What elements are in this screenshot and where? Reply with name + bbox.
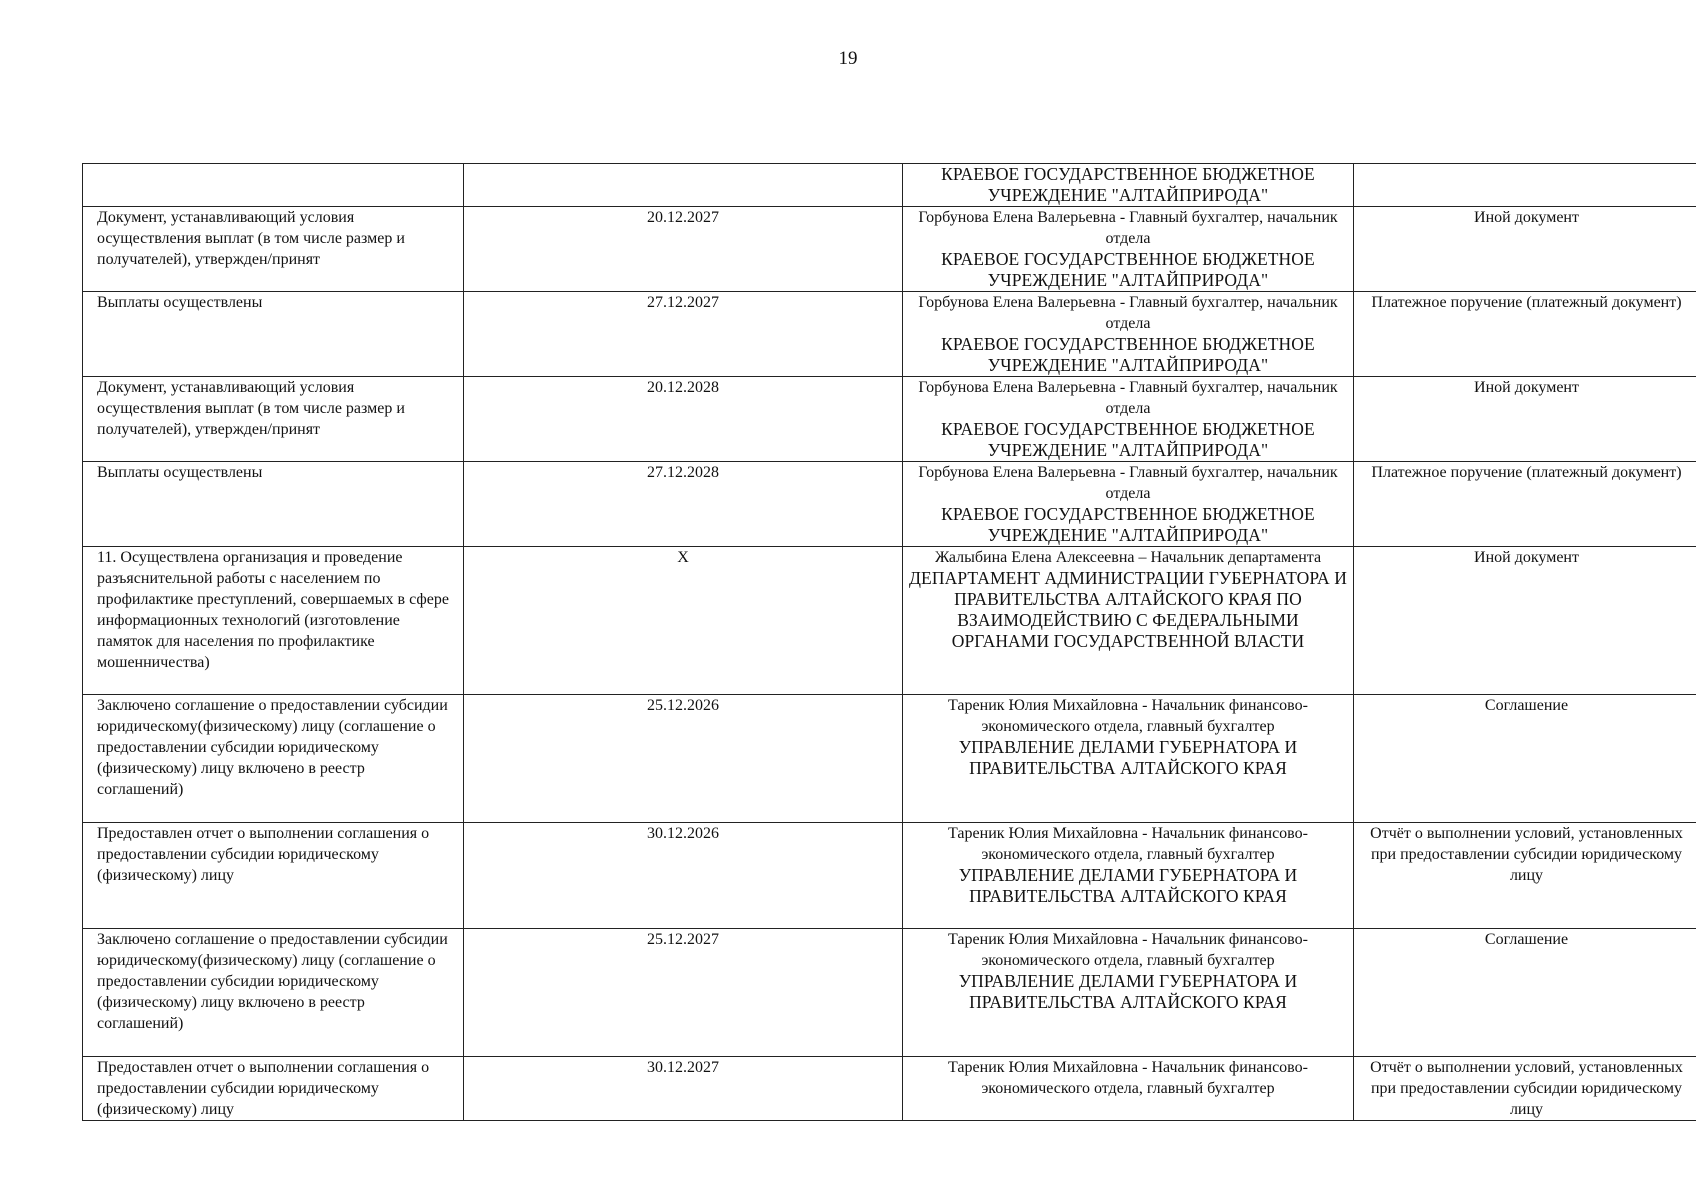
responsible-org: УПРАВЛЕНИЕ ДЕЛАМИ ГУБЕРНАТОРА И ПРАВИТЕЛЬСТВА АЛТАЙСКОГО КРАЯ [958,865,1298,906]
responsible-cell [903,462,1354,547]
responsible-org: ДЕПАРТАМЕНТ АДМИНИСТРАЦИИ ГУБЕРНАТОРА И ПРАВИТЕЛЬСТВА АЛТАЙСКОГО КРАЯ ПО ВЗАИМОДЕЙСТВИЮ С ФЕДЕРАЛЬНЫМИ ОРГАНАМИ ГОСУДАРСТВЕННОЙ ВЛАСТИ [909,568,1347,651]
document-type-cell: Иной документ [1354,547,1696,695]
responsible-cell [903,547,1354,695]
responsible-cell [903,164,1354,207]
event-cell: Документ, устанавливающий условия осуществления выплат (в том числе размер и получателей), утвержден/принят [83,207,464,292]
responsible-org: УПРАВЛЕНИЕ ДЕЛАМИ ГУБЕРНАТОРА И ПРАВИТЕЛЬСТВА АЛТАЙСКОГО КРАЯ [958,737,1298,778]
date-cell [464,164,903,207]
document-type-cell: Платежное поручение (платежный документ) [1354,292,1696,377]
responsible-org: УПРАВЛЕНИЕ ДЕЛАМИ ГУБЕРНАТОРА И ПРАВИТЕЛЬСТВА АЛТАЙСКОГО КРАЯ [958,971,1298,1012]
document-type-cell: Отчёт о выполнении условий, установленных при предоставлении субсидии юридическому лицу [1354,823,1696,929]
document-type-cell: Иной документ [1354,377,1696,462]
document-type-cell: Иной документ [1354,207,1696,292]
responsible-cell [903,377,1354,462]
responsible-person: Горбунова Елена Валерьевна - Главный бухгалтер, начальник отдела [918,209,1338,247]
event-cell: Заключено соглашение о предоставлении субсидии юридическому(физическому) лицу (соглашение о предоставлении субсидии юридическому (физическому) лицу включено в реестр соглашений) [83,695,464,823]
table-row [83,377,1696,462]
document-type-cell: Соглашение [1354,695,1696,823]
event-cell: Выплаты осуществлены [83,292,464,377]
responsible-cell [903,207,1354,292]
event-cell [83,164,464,207]
table-row [83,929,1696,1057]
date-cell: 27.12.2028 [464,462,903,547]
schedule-table [82,163,1696,1121]
date-cell: 25.12.2026 [464,695,903,823]
responsible-person: Тареник Юлия Михайловна - Начальник финансово-экономического отдела, главный бухгалтер [948,931,1308,969]
responsible-cell [903,695,1354,823]
date-cell: 30.12.2027 [464,1057,903,1121]
responsible-person: Тареник Юлия Михайловна - Начальник финансово-экономического отдела, главный бухгалтер [948,697,1308,735]
table-row [83,547,1696,695]
responsible-org: КРАЕВОЕ ГОСУДАРСТВЕННОЕ БЮДЖЕТНОЕ УЧРЕЖДЕНИЕ "АЛТАЙПРИРОДА" [941,419,1315,460]
table-row [83,164,1696,207]
responsible-org: КРАЕВОЕ ГОСУДАРСТВЕННОЕ БЮДЖЕТНОЕ УЧРЕЖДЕНИЕ "АЛТАЙПРИРОДА" [941,164,1315,205]
table-row [83,695,1696,823]
responsible-cell [903,292,1354,377]
responsible-cell [903,823,1354,929]
table-row [83,1057,1696,1121]
responsible-org: КРАЕВОЕ ГОСУДАРСТВЕННОЕ БЮДЖЕТНОЕ УЧРЕЖДЕНИЕ "АЛТАЙПРИРОДА" [941,334,1315,375]
responsible-person: Тареник Юлия Михайловна - Начальник финансово-экономического отдела, главный бухгалтер [948,825,1308,863]
table-row [83,823,1696,929]
date-cell: 25.12.2027 [464,929,903,1057]
date-cell: 30.12.2026 [464,823,903,929]
document-type-cell: Отчёт о выполнении условий, установленных при предоставлении субсидии юридическому лицу [1354,1057,1696,1121]
table-row [83,462,1696,547]
responsible-person: Тареник Юлия Михайловна - Начальник финансово-экономического отдела, главный бухгалтер [948,1059,1308,1097]
responsible-org: КРАЕВОЕ ГОСУДАРСТВЕННОЕ БЮДЖЕТНОЕ УЧРЕЖДЕНИЕ "АЛТАЙПРИРОДА" [941,249,1315,290]
document-type-cell: Платежное поручение (платежный документ) [1354,462,1696,547]
date-cell: X [464,547,903,695]
page-number: 19 [838,48,858,69]
table-row [83,292,1696,377]
responsible-person: Горбунова Елена Валерьевна - Главный бухгалтер, начальник отдела [918,464,1338,502]
event-cell: Предоставлен отчет о выполнении соглашения о предоставлении субсидии юридическому (физическому) лицу [83,1057,464,1121]
schedule-table-wrapper [82,163,1683,1121]
document-type-cell: Соглашение [1354,929,1696,1057]
responsible-cell [903,929,1354,1057]
date-cell: 20.12.2028 [464,377,903,462]
date-cell: 20.12.2027 [464,207,903,292]
responsible-org: КРАЕВОЕ ГОСУДАРСТВЕННОЕ БЮДЖЕТНОЕ УЧРЕЖДЕНИЕ "АЛТАЙПРИРОДА" [941,504,1315,545]
responsible-person: Горбунова Елена Валерьевна - Главный бухгалтер, начальник отдела [918,294,1338,332]
event-cell: Выплаты осуществлены [83,462,464,547]
document-type-cell [1354,164,1696,207]
table-row [83,207,1696,292]
event-cell: Документ, устанавливающий условия осуществления выплат (в том числе размер и получателей), утвержден/принят [83,377,464,462]
responsible-person: Горбунова Елена Валерьевна - Главный бухгалтер, начальник отдела [918,379,1338,417]
date-cell: 27.12.2027 [464,292,903,377]
event-cell: Заключено соглашение о предоставлении субсидии юридическому(физическому) лицу (соглашение о предоставлении субсидии юридическому (физическому) лицу включено в реестр соглашений) [83,929,464,1057]
event-cell: 11. Осуществлена организация и проведение разъяснительной работы с населением по профилактике преступлений, совершаемых в сфере информационных технологий (изготовление памяток для населения по профилактике мошенничества) [83,547,464,695]
responsible-cell [903,1057,1354,1121]
responsible-person: Жалыбина Елена Алексеевна – Начальник департамента [934,549,1322,566]
event-cell: Предоставлен отчет о выполнении соглашения о предоставлении субсидии юридическому (физическому) лицу [83,823,464,929]
